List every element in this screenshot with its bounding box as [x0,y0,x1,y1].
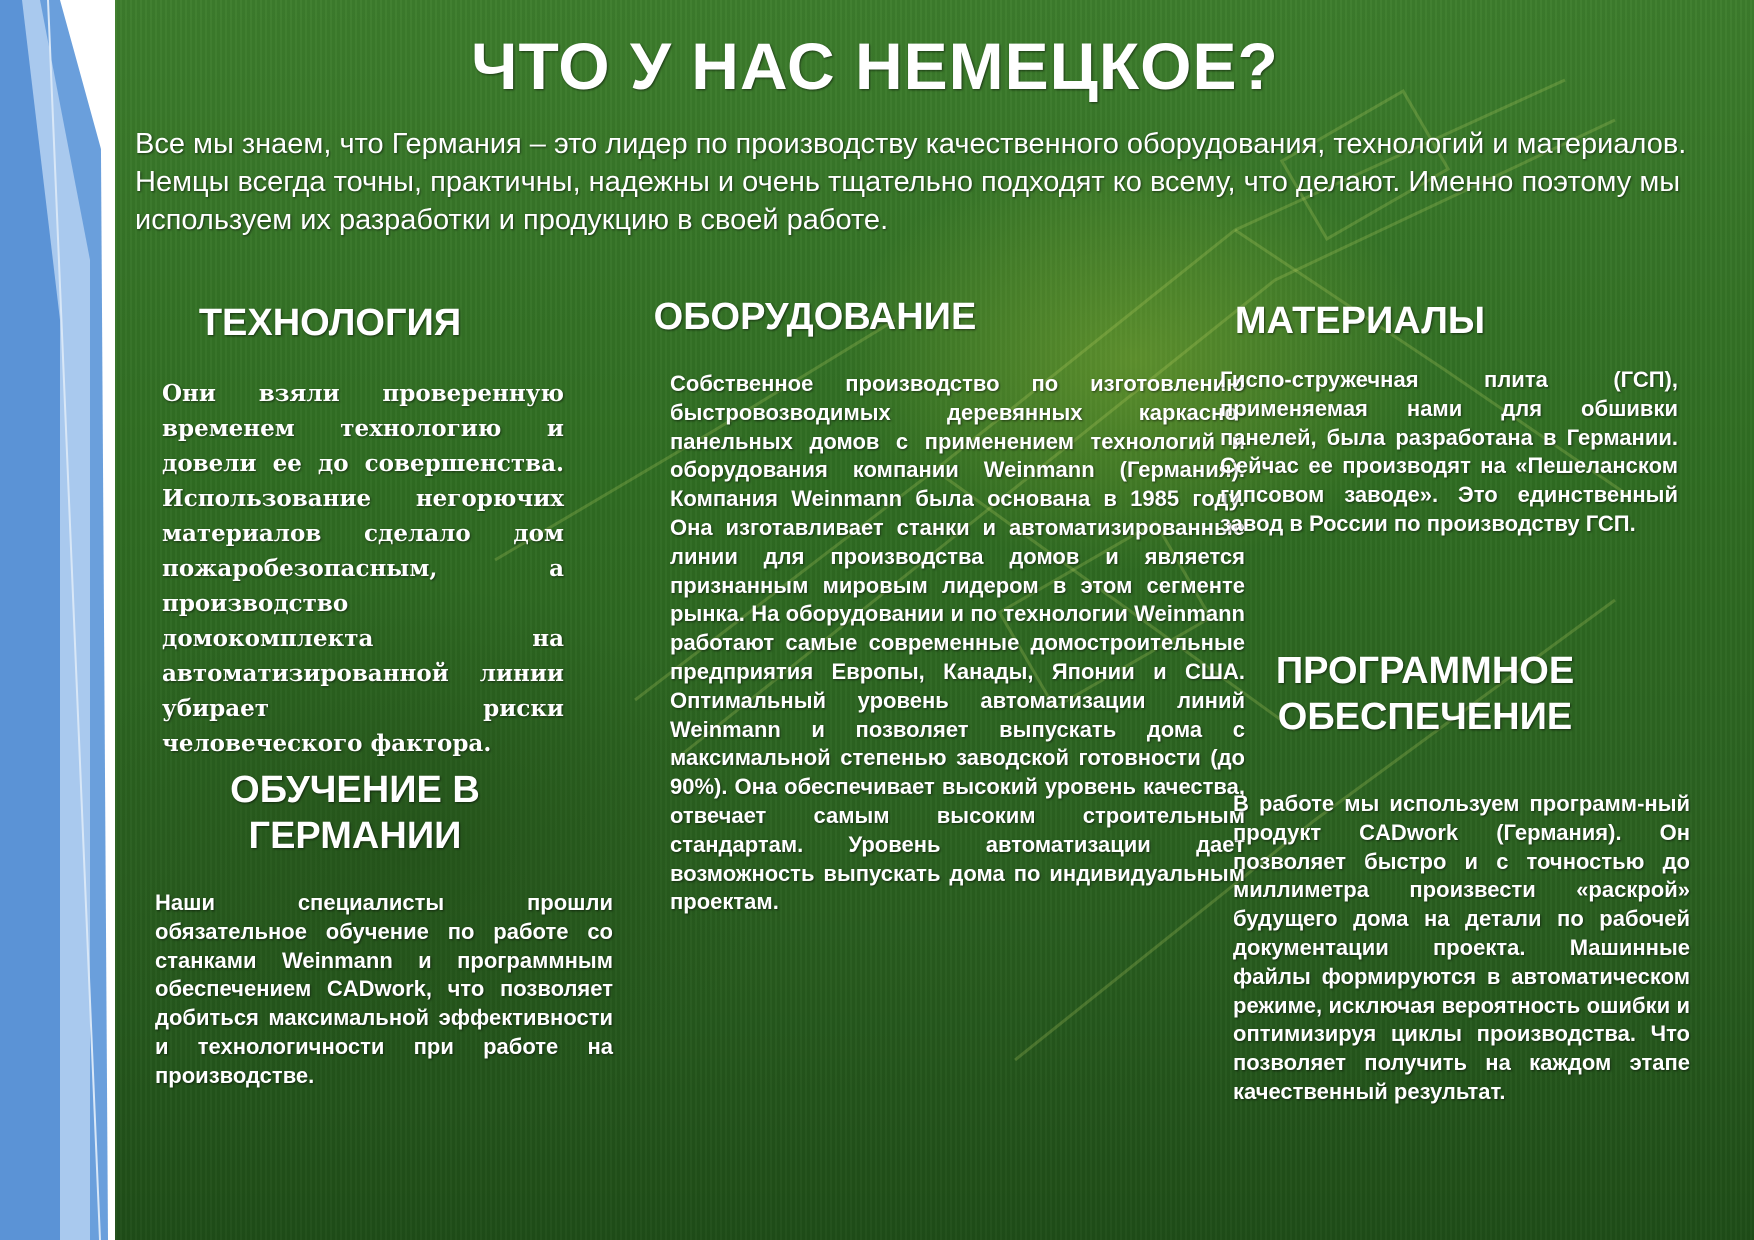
left-decorative-stripe [0,0,115,1240]
equipment-heading: ОБОРУДОВАНИЕ [653,296,977,338]
software-text: В работе мы используем программ-ный продукт CADwork (Германия). Он позволяет быстро и с точностью до миллиметра произвести «раскрой» будущего дома на детали по рабочей документации проекта. Машинные файлы формируются в автоматическом режиме, исключая вероятность ошибки и оптимизируя циклы производства. Что позволяет получить на каждом этапе качественный результат. [1233,791,1690,1104]
grass-background-panel [115,0,1754,1240]
equipment-text: Собственное производство по изготовлению быстровозводимых деревянных каркасно-панельных домов с применением технологий и оборудования компании Weinmann (Германия). Компания Weinmann была основана в 1985 году. Она изготавливает станки и автоматизированные линии для производства домов и является признанным мировым лидером в этом сегменте рынка. На оборудовании и по технологии Weinmann работают самые современные домостроительные предприятия Европы, Канады, Японии и США. Оптимальный уровень автоматизации линий Weinmann и позволяет выпускать дома с максимальной степенью заводской готовности (до 90%). Она обеспечивает высокий уровень качества, отвечает самым высоким строительным стандартам. Уровень автоматизации дает возможность выпускать дома по индивидуальным проектам. [670,371,1245,915]
intro-paragraph: Все мы знаем, что Германия – это лидер по производству качественного оборудования, технологий и материалов. Немцы всегда точны, практичны, надежны и очень тщательно подходят ко всему, что делают. Именно поэтому мы используем их разработки и продукцию в своей работе. [135,128,1687,236]
technology-text: Они взяли проверенную временем технологию и довели ее до совершенства. Использование негорючих материалов сделало дом пожаробезопасным, а производство домокомплекта на автоматизированной линии убирает риски человеческого фактора. [162,380,564,757]
materials-heading: МАТЕРИАЛЫ [1234,300,1486,342]
page-title: ЧТО У НАС НЕМЕЦКОЕ? [471,29,1279,103]
training-text: Наши специалисты прошли обязательное обучение по работе со станками Weinmann и программным обеспечением CADwork, что позволяет добиться максимальной эффективности и технологичности при работе на производстве. [155,890,613,1088]
materials-text: Гиспо-стружечная плита (ГСП), применяемая нами для обшивки панелей, была разработана в Германии. Сейчас ее производят на «Пешеланском гипсовом заводе». Это единственный завод в России по производству ГСП. [1220,367,1678,536]
training-heading: ОБУЧЕНИЕ В ГЕРМАНИИ [230,769,480,857]
software-heading: ПРОГРАММНОЕ ОБЕСПЕЧЕНИЕ [1275,650,1575,738]
technology-heading: ТЕХНОЛОГИЯ [198,302,462,344]
